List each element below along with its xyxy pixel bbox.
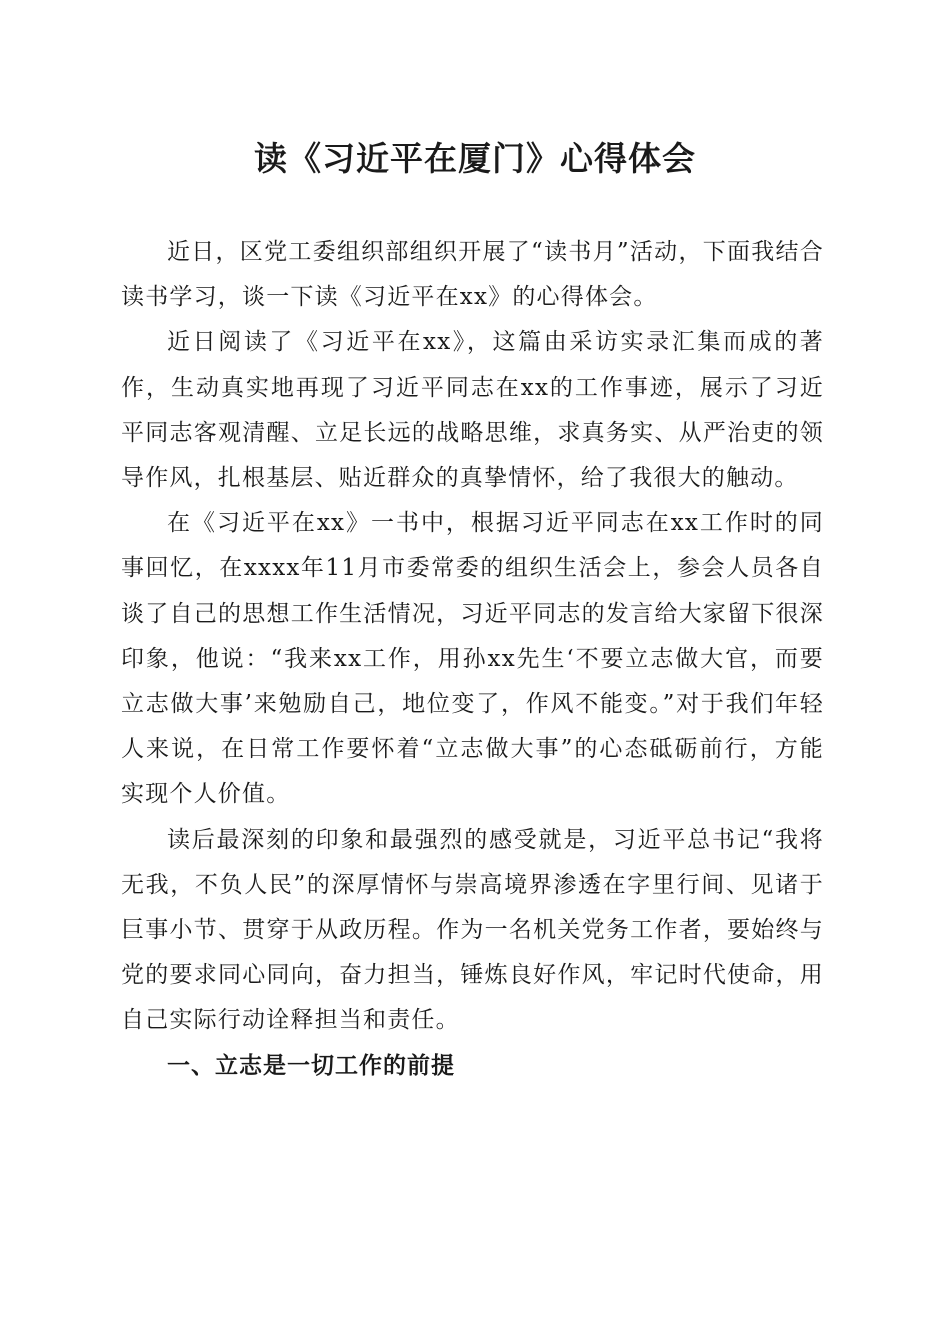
paragraph-3: 在《习近平在xx》一书中，根据习近平同志在xx工作时的同事回忆，在xxxx年11月市委常委的组织生活会上，参会人员各自谈了自己的思想工作生活情况，习近平同志的发言给大家留下很深印象，他说：“我来xx工作，用孙xx先生‘不要立志做大官，而要立志做大事’来勉励自己，地位变了，作风不能变。”对于我们年轻人来说，在日常工作要怀着“立志做大事”的心态砥砺前行，方能实现个人价值。 [121, 510, 824, 808]
paragraph-1: 近日，区党工委组织部组织开展了“读书月”活动，下面我结合读书学习，谈一下读《习近平在xx》的心得体会。 [121, 239, 824, 311]
paragraph-2: 近日阅读了《习近平在xx》，这篇由采访实录汇集而成的著作，生动真实地再现了习近平同志在xx的工作事迹，展示了习近平同志客观清醒、立足长远的战略思维，求真务实、从严治吏的领导作风，扎根基层、贴近群众的真挚情怀，给了我很大的触动。 [121, 329, 824, 492]
document-title: 读《习近平在厦门》心得体会 [254, 139, 696, 178]
document-body [121, 230, 824, 1089]
section-heading: 一、立志是一切工作的前提 [167, 1052, 455, 1079]
paragraph-4: 读后最深刻的印象和最强烈的感受就是，习近平总书记“我将无我，不负人民”的深厚情怀与崇高境界渗透在字里行间、见诸于巨事小节、贯穿于从政历程。作为一名机关党务工作者，要始终与党的要求同心同向，奋力担当，锤炼良好作风，牢记时代使命，用自己实际行动诠释担当和责任。 [121, 826, 824, 1034]
